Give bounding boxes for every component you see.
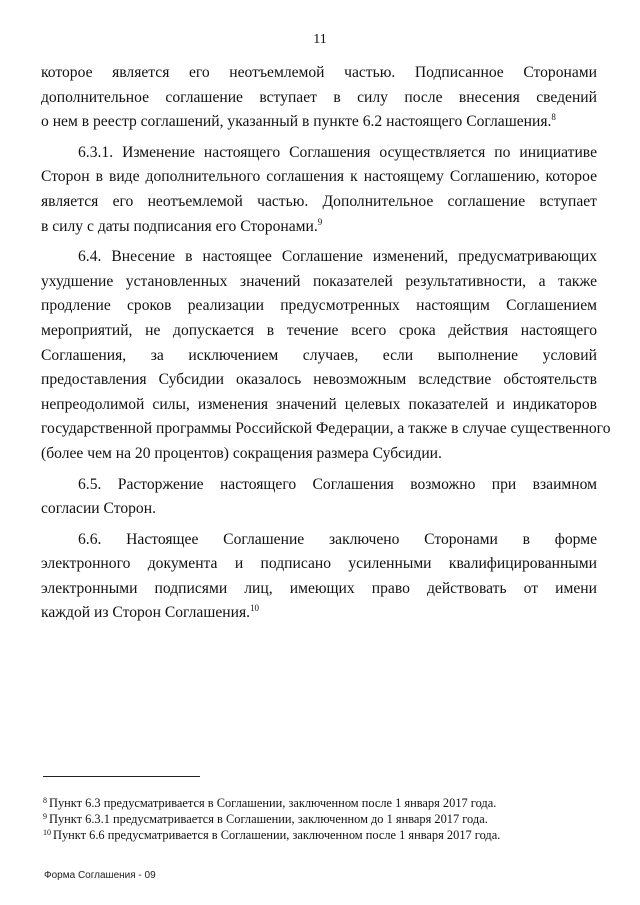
footnote-mark: 10 <box>43 828 51 837</box>
text-line: 6.6. Настоящее Соглашение заключено Сторонами в форме <box>78 530 597 548</box>
text-line: (более чем на 20 процентов) сокращения размера Субсидии. <box>41 444 442 462</box>
paragraph-6-5 <box>41 473 597 522</box>
text-line: электронного документа и подписано усиленными квалифицированными <box>41 555 597 573</box>
text-line: дополнительное соглашение вступает в силу после внесения сведений <box>41 88 597 106</box>
footnote-separator <box>43 776 200 777</box>
text-line: 6.3.1. Изменение настоящего Соглашения осуществляется по инициативе <box>78 143 597 161</box>
text-line: Соглашения, за исключением случаев, если выполнение условий <box>41 346 597 364</box>
text-line: 6.4. Внесение в настоящее Соглашение изменений, предусматривающих <box>78 248 597 266</box>
footnote-ref: 8 <box>551 112 556 123</box>
text-line: в силу с даты подписания его Сторонами.$^9$ <box>41 216 323 235</box>
text-line: предоставления Субсидии оказалось невозможным вследствие обстоятельств <box>41 371 597 389</box>
text-line: которое является его неотъемлемой частью. Подписанное Сторонами <box>41 64 597 81</box>
footnote-mark: 9 <box>43 812 47 821</box>
page-number: 11 <box>313 32 327 47</box>
text-line: ухудшение установленных значений показателей результативности, а также <box>41 272 597 290</box>
form-label: Форма Соглашения - 09 <box>44 870 156 881</box>
text-line: согласии Сторон. <box>41 500 156 518</box>
text-line: является его неотъемлемой частью. Дополнительное соглашение вступает <box>41 192 597 210</box>
text-line: каждой из Сторон Соглашения.$^{10}$ <box>41 603 260 622</box>
footnote-item: $^{10}$ Пункт 6.6 предусматривается в Соглашении, заключенном после 1 января 2017 года. <box>43 828 501 842</box>
text-line: электронными подписями лиц, имеющих право действовать от имени <box>41 579 597 597</box>
footnote-mark: 8 <box>43 796 47 805</box>
paragraph-continuation <box>41 61 597 135</box>
paragraph-6-3-1 <box>41 141 597 239</box>
paragraph-6-6 <box>41 528 597 626</box>
text-line: государственной программы Российской Федерации, а также в случае существенного <box>41 420 611 438</box>
text-line: мероприятий, не допускается в течение всего срока действия настоящего <box>41 321 597 339</box>
footnote-item: $^8$ Пункт 6.3 предусматривается в Соглашении, заключенном после 1 января 2017 года. <box>43 796 497 810</box>
footnote-ref: 9 <box>317 216 323 227</box>
text-line: продление сроков реализации предусмотренных настоящим Соглашением <box>41 297 597 315</box>
body-text <box>41 61 611 632</box>
footnotes <box>43 795 500 843</box>
footnote-item: $^9$ Пункт 6.3.1 предусматривается в Соглашении, заключенном до 1 января 2017 года. <box>43 812 488 826</box>
paragraph-6-4 <box>41 245 611 466</box>
text-line: Сторон в виде дополнительного соглашения к настоящему Соглашению, которое <box>41 168 597 186</box>
text-line: 6.5. Расторжение настоящего Соглашения возможно при взаимном <box>78 475 597 493</box>
text-line: непреодолимой силы, изменения значений целевых показателей и индикаторов <box>41 395 597 413</box>
text-line: о нем в реестр соглашений, указанный в пункте 6.2 настоящего Соглашения.$^8$ <box>41 112 556 131</box>
footnote-ref: 10 <box>250 603 260 614</box>
